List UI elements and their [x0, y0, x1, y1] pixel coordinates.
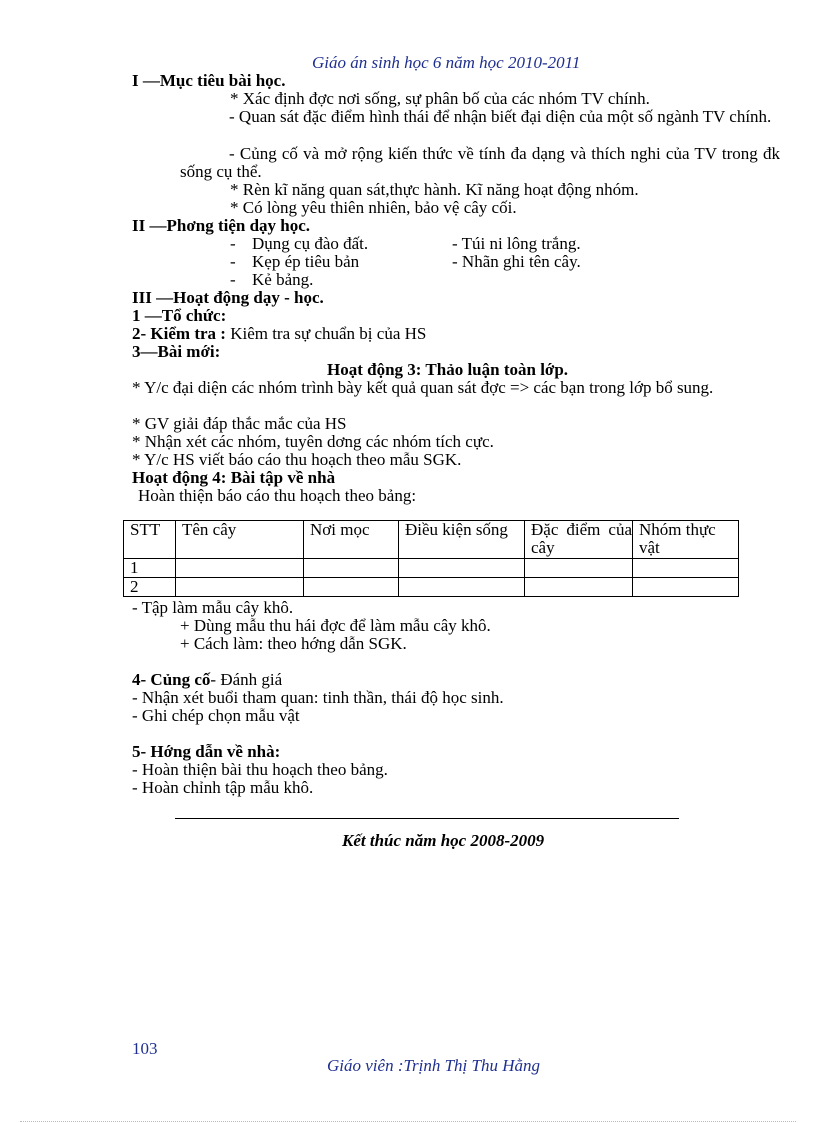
table-cell [304, 559, 399, 578]
th-dac-diem: Đặc điểm của cây [525, 521, 633, 559]
activity3-item-4: * Y/c HS viết báo cáo thu hoạch theo mẫu SGK. [132, 450, 462, 469]
section1-heading: I —Mục tiêu bài học. [132, 71, 286, 90]
check-label: 2- Kiểm tra : [132, 324, 226, 343]
consolidation-label-rest: - Đánh giá [210, 670, 283, 689]
objective-1: * Xác định đợc nơi sống, sự phân bố của các nhóm TV chính. [230, 89, 650, 108]
section2-heading: II —Phơng tiện dạy học. [132, 216, 311, 235]
report-table [123, 520, 739, 597]
table-row [124, 578, 739, 597]
check-line [132, 325, 426, 343]
objective-5: * Có lòng yêu thiên nhiên, bảo vệ cây cối. [230, 198, 517, 217]
table-cell [176, 559, 304, 578]
practice-item-2: + Dùng mẫu thu hái đợc để làm mẫu cây khô. [180, 616, 491, 635]
organization: 1 —Tổ chức: [132, 306, 227, 325]
row-number: 1 [124, 559, 176, 578]
objective-4: * Rèn kĩ năng quan sát,thực hành. Kĩ năng hoạt động nhóm. [230, 180, 639, 199]
table-cell [176, 578, 304, 597]
new-lesson: 3—Bài mới: [132, 342, 221, 361]
table-row [124, 559, 739, 578]
page-edge [20, 1121, 796, 1122]
th-noi-moc: Nơi mọc [304, 521, 399, 559]
th-dieu-kien: Điều kiện sống [399, 521, 525, 559]
consolidation-item-1: - Nhận xét buổi tham quan: tinh thần, thái độ học sinh. [132, 688, 504, 707]
equipment-dash-3: - [230, 270, 236, 289]
activity3-item-1: * Y/c đại diện các nhóm trình bày kết quả quan sát đợc => các bạn trong lớp bổ sung. [132, 378, 714, 397]
table-cell [525, 559, 633, 578]
activity3-item-3: * Nhận xét các nhóm, tuyên dơng các nhóm tích cực. [132, 432, 494, 451]
consolidation-label: 4- Củng cố [132, 670, 211, 689]
homework-item-2: - Hoàn chỉnh tập mẫu khô. [132, 778, 314, 797]
equipment-1: Dụng cụ đào đất. [252, 234, 369, 253]
table-cell [633, 578, 739, 597]
table-cell [399, 559, 525, 578]
activity3-title: Hoạt động 3: Thảo luận toàn lớp. [327, 360, 569, 379]
equipment-3: Kẹp ép tiêu bản [252, 252, 360, 271]
equipment-4: - Nhãn ghi tên cây. [452, 252, 581, 271]
th-stt: STT [124, 521, 176, 559]
homework-heading: 5- Hớng dẫn về nhà: [132, 742, 281, 761]
section3-heading: III —Hoạt động dạy - học. [132, 288, 324, 307]
equipment-dash-2: - [230, 252, 236, 271]
row-number: 2 [124, 578, 176, 597]
consolidation-heading [132, 671, 282, 689]
equipment-5: Kẻ bảng. [252, 270, 314, 289]
table-cell [399, 578, 525, 597]
th-nhom: Nhóm thực vật [633, 521, 739, 559]
activity3-item-2: * GV giải đáp thắc mắc của HS [132, 414, 347, 433]
activity4-intro: Hoàn thiện báo cáo thu hoạch theo bảng: [138, 486, 417, 505]
objective-2: - Quan sát đặc điểm hình thái để nhận biết đại diện của một số ngành TV chính. [229, 107, 772, 126]
table-cell [633, 559, 739, 578]
check-text: Kiêm tra sự chuẩn bị của HS [230, 324, 427, 343]
page-header: Giáo án sinh học 6 năm học 2010-2011 [312, 53, 581, 72]
practice-item-1: - Tập làm mẫu cây khô. [132, 598, 294, 617]
closing-text: Kết thúc năm học 2008-2009 [342, 831, 545, 850]
homework-item-1: - Hoàn thiện bài thu hoạch theo bảng. [132, 760, 388, 779]
teacher-footer: Giáo viên :Trịnh Thị Thu Hằng [327, 1056, 540, 1075]
table-cell [525, 578, 633, 597]
table-cell [304, 578, 399, 597]
practice-item-3: + Cách làm: theo hớng dẫn SGK. [180, 634, 407, 653]
consolidation-item-2: - Ghi chép chọn mẫu vật [132, 706, 300, 725]
th-ten-cay: Tên cây [176, 521, 304, 559]
objective-3: - Củng cố và mở rộng kiến thức về tính đa dạng và thích nghi của TV trong đk sống cụ thể. [180, 144, 780, 181]
equipment-2: - Túi ni lông trắng. [452, 234, 581, 253]
activity4-title: Hoạt động 4: Bài tập về nhà [132, 468, 336, 487]
equipment-dash-1: - [230, 234, 236, 253]
page-number: 103 [132, 1039, 158, 1058]
separator-line [175, 818, 679, 819]
